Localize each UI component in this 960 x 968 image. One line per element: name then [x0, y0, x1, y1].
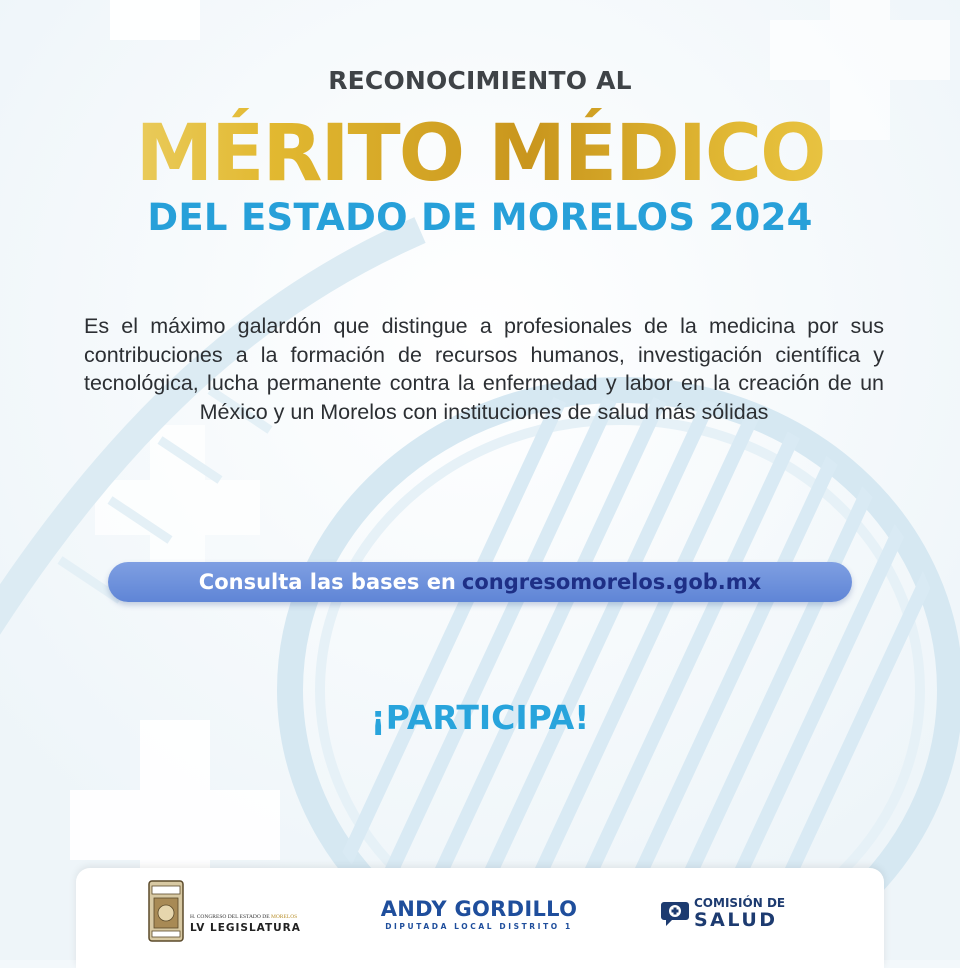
comision-salud-logo: [660, 896, 800, 930]
footer-logos: [76, 868, 884, 968]
award-pretitle: RECONOCIMIENTO AL: [328, 66, 632, 95]
congreso-name: [190, 914, 297, 920]
award-description: Es el máximo galardón que distingue a profesionales de la medicina por sus contribuciones a la formación de recursos humanos, investigación científica y tecnológica, lucha permanente contra la enfermedad y labor en la creación de un México y un Morelos con instituciones de salud más sólidas: [84, 314, 884, 424]
legislatura-label: LV LEGISLATURA: [190, 922, 301, 934]
congreso-seal-icon: [148, 880, 184, 942]
comision-line1: COMISIÓN DE: [694, 896, 786, 910]
andy-subtitle: DIPUTADA LOCAL DISTRITO 1: [385, 922, 573, 931]
andy-gordillo-logo: [366, 898, 592, 931]
bases-banner: [108, 562, 852, 602]
bases-link[interactable]: congresomorelos.gob.mx: [461, 570, 762, 594]
medical-cross-icon: [660, 900, 690, 928]
andy-name: ANDY GORDILLO: [380, 897, 578, 921]
comision-line2: SALUD: [694, 909, 778, 931]
congreso-prefix: H. CONGRESO DEL ESTADO DE: [190, 914, 270, 920]
congreso-state: MORELOS: [270, 914, 298, 920]
participa-call: ¡PARTICIPA!: [370, 698, 590, 737]
award-title: MÉRITO MÉDICO: [0, 108, 960, 200]
congreso-logo: [148, 880, 318, 946]
award-subtitle: DEL ESTADO DE MORELOS 2024: [147, 196, 813, 239]
bases-text: Consulta las bases en: [198, 570, 456, 594]
